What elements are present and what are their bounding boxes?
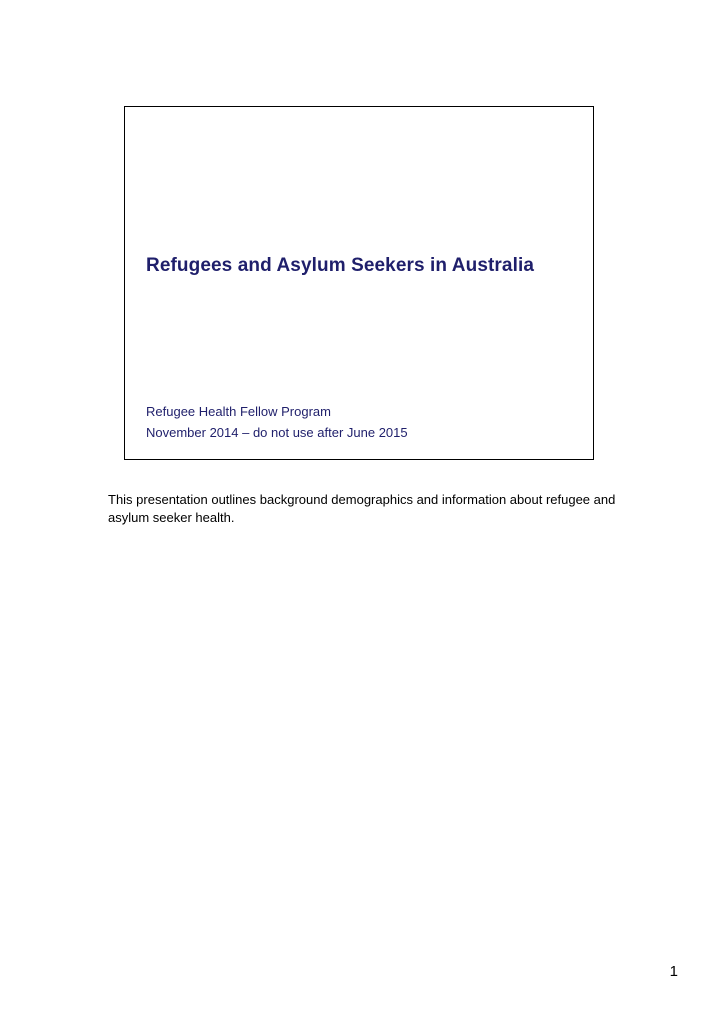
- subtitle-date-note: November 2014 – do not use after June 2015: [146, 425, 408, 440]
- slide-subtitle: [146, 401, 408, 443]
- page-number: 1: [669, 963, 678, 980]
- speaker-notes: This presentation outlines background demographics and information about refugee and asylum seeker health.: [108, 492, 616, 525]
- slide-thumbnail: [124, 106, 594, 460]
- slide-title: Refugees and Asylum Seekers in Australia: [146, 255, 535, 276]
- subtitle-program: Refugee Health Fellow Program: [146, 404, 331, 419]
